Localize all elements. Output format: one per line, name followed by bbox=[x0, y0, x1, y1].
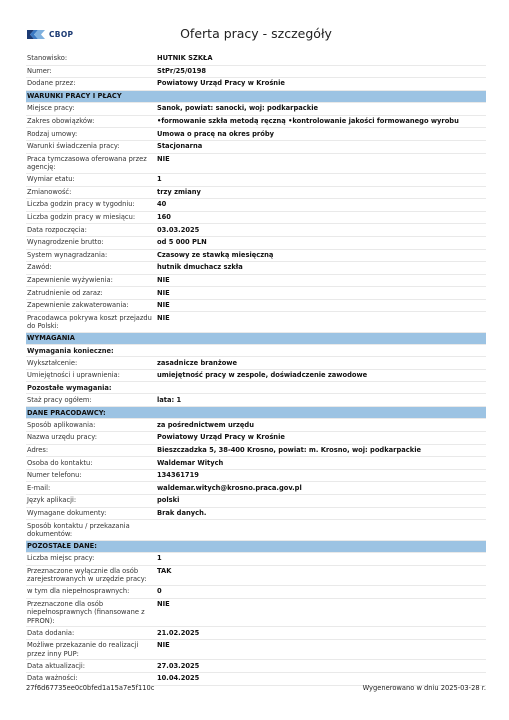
field-value: Waldemar Witych bbox=[157, 458, 224, 467]
field-value: Powiatowy Urząd Pracy w Krośnie bbox=[157, 433, 285, 442]
field-value: TAK bbox=[157, 566, 172, 575]
field-value: 27.03.2025 bbox=[157, 661, 200, 670]
section-header-requirements: WYMAGANIA bbox=[26, 333, 486, 345]
employer-rows bbox=[26, 419, 486, 540]
field-label: Zapewnienie zakwaterowania: bbox=[27, 301, 129, 310]
field-label: Sposób aplikowania: bbox=[27, 420, 96, 429]
field-value: •formowanie szkła metodą ręczną •kontrolowanie jakości formowanego wyrobu bbox=[157, 117, 459, 126]
field-value: lata: 1 bbox=[157, 395, 182, 404]
field-row bbox=[26, 103, 486, 116]
field-row bbox=[26, 627, 486, 640]
field-row bbox=[26, 250, 486, 263]
logo-text: CBOP bbox=[49, 30, 74, 39]
offer-details bbox=[26, 53, 486, 686]
generated-date: Wygenerowano w dniu 2025-03-28 r. bbox=[362, 684, 486, 692]
field-value: NIE bbox=[157, 599, 170, 608]
field-row bbox=[26, 419, 486, 432]
field-row bbox=[26, 586, 486, 599]
field-label: Rodzaj umowy: bbox=[27, 129, 78, 138]
field-row bbox=[26, 224, 486, 237]
field-label: w tym dla niepełnosprawnych: bbox=[27, 587, 130, 596]
field-row bbox=[26, 470, 486, 483]
field-label: Numer telefonu: bbox=[27, 471, 82, 480]
field-value: Stacjonarna bbox=[157, 142, 203, 151]
field-row bbox=[26, 262, 486, 275]
field-row bbox=[26, 287, 486, 300]
field-value: 0 bbox=[157, 587, 162, 596]
field-label: Przeznaczone wyłącznie dla osób zarejestrowanych w urzędzie pracy: bbox=[27, 566, 147, 584]
field-row bbox=[26, 482, 486, 495]
top-rows bbox=[26, 53, 486, 91]
field-value: 21.02.2025 bbox=[157, 628, 200, 637]
field-row bbox=[26, 457, 486, 470]
field-label: Data aktualizacji: bbox=[27, 661, 85, 670]
field-label: Sposób kontaktu / przekazania dokumentów: bbox=[27, 521, 130, 538]
field-row bbox=[26, 212, 486, 225]
field-label: Miejsce pracy: bbox=[27, 104, 75, 113]
field-value: Umowa o pracę na okres próby bbox=[157, 129, 274, 138]
field-value bbox=[157, 520, 486, 523]
field-value: 1 bbox=[157, 175, 162, 184]
field-row bbox=[26, 78, 486, 91]
field-value: waldemar.witych@krosno.praca.gov.pl bbox=[157, 483, 302, 492]
field-row bbox=[26, 237, 486, 250]
field-label: Wykształcenie: bbox=[27, 358, 78, 367]
field-row bbox=[26, 312, 486, 332]
field-row bbox=[26, 174, 486, 187]
field-label: Numer: bbox=[27, 66, 52, 75]
field-row bbox=[26, 432, 486, 445]
field-value: Sanok, powiat: sanocki, woj: podkarpackie bbox=[157, 104, 319, 113]
field-value: NIE bbox=[157, 288, 170, 297]
section-header-employer: DANE PRACODAWCY: bbox=[26, 407, 486, 419]
field-label: Przeznaczone dla osób niepełnosprawnych (finansowane z PFRON): bbox=[27, 599, 145, 625]
field-label: Warunki świadczenia pracy: bbox=[27, 142, 120, 151]
field-row bbox=[26, 495, 486, 508]
field-label: Liczba miejsc pracy: bbox=[27, 554, 95, 563]
field-label: Język aplikacji: bbox=[27, 496, 77, 505]
field-label: Stanowisko: bbox=[27, 54, 68, 63]
field-value: 134361719 bbox=[157, 471, 199, 480]
page-header bbox=[26, 26, 486, 48]
field-value: HUTNIK SZKŁA bbox=[157, 54, 213, 63]
field-value: NIE bbox=[157, 276, 170, 284]
field-row bbox=[26, 520, 486, 540]
field-value: Bieszczadzka 5, 38-400 Krosno, powiat: m. Krosno, woj: podkarpackie bbox=[157, 445, 422, 454]
field-label: Zmianowość: bbox=[27, 187, 72, 196]
field-row bbox=[26, 566, 486, 586]
field-label: Praca tymczasowa oferowana przez agencję: bbox=[27, 154, 147, 172]
field-row bbox=[26, 599, 486, 628]
field-value: StPr/25/0198 bbox=[157, 66, 207, 75]
field-label: Dodane przez: bbox=[27, 79, 76, 88]
field-row bbox=[26, 116, 486, 129]
field-value: NIE bbox=[157, 313, 170, 322]
other-requirements-subheader: Pozostałe wymagania: bbox=[26, 382, 486, 394]
field-value: umiejętność pracy w zespole, doświadczenie zawodowe bbox=[157, 371, 368, 380]
field-row bbox=[26, 394, 486, 407]
field-row bbox=[26, 370, 486, 383]
required-subheader: Wymagania konieczne: bbox=[26, 345, 486, 357]
field-value: 10.04.2025 bbox=[157, 674, 200, 683]
field-label: Umiejętności i uprawnienia: bbox=[27, 371, 120, 380]
field-label: Nazwa urzędu pracy: bbox=[27, 433, 98, 442]
required-rows bbox=[26, 357, 486, 382]
field-label: Wynagrodzenie brutto: bbox=[27, 238, 104, 247]
other-requirements-rows bbox=[26, 394, 486, 407]
field-row bbox=[26, 300, 486, 313]
field-row bbox=[26, 660, 486, 673]
section-header-other: POZOSTAŁE DANE: bbox=[26, 541, 486, 553]
section-header-conditions: WARUNKI PRACY I PŁACY bbox=[26, 91, 486, 103]
field-value: NIE bbox=[157, 301, 170, 310]
field-row bbox=[26, 53, 486, 66]
field-label: Zapewnienie wyżywienia: bbox=[27, 276, 113, 284]
field-row bbox=[26, 141, 486, 154]
field-value: polski bbox=[157, 496, 180, 505]
field-value: NIE bbox=[157, 641, 170, 650]
field-value: trzy zmiany bbox=[157, 187, 201, 196]
field-value: hutnik dmuchacz szkła bbox=[157, 263, 243, 272]
field-row bbox=[26, 128, 486, 141]
field-row bbox=[26, 66, 486, 79]
field-row bbox=[26, 553, 486, 566]
field-value: 1 bbox=[157, 554, 162, 563]
field-row bbox=[26, 640, 486, 660]
document-hash: 27f6d67735ee0c0bfed1a15a7e5f110c bbox=[26, 684, 155, 692]
field-row bbox=[26, 275, 486, 288]
field-row bbox=[26, 199, 486, 212]
field-label: E-mail: bbox=[27, 483, 51, 492]
field-value: 40 bbox=[157, 200, 167, 209]
field-value: Czasowy ze stawką miesięczną bbox=[157, 250, 274, 259]
field-label: Liczba godzin pracy w miesiącu: bbox=[27, 213, 136, 222]
field-row bbox=[26, 187, 486, 200]
field-row bbox=[26, 357, 486, 370]
field-row bbox=[26, 445, 486, 458]
field-label: Data rozpoczęcia: bbox=[27, 225, 87, 234]
field-row bbox=[26, 154, 486, 174]
field-label: Możliwe przekazanie do realizacji przez inny PUP: bbox=[27, 641, 139, 658]
field-label: System wynagradzania: bbox=[27, 250, 108, 259]
field-label: Adres: bbox=[27, 445, 49, 454]
field-label: Data dodania: bbox=[27, 628, 75, 637]
field-label: Zakres obowiązków: bbox=[27, 117, 95, 126]
field-label: Wymagane dokumenty: bbox=[27, 508, 107, 517]
field-label: Wymiar etatu: bbox=[27, 175, 75, 184]
field-value: 03.03.2025 bbox=[157, 225, 200, 234]
field-value: 160 bbox=[157, 213, 171, 222]
field-label: Zawód: bbox=[27, 263, 52, 272]
field-label: Staż pracy ogółem: bbox=[27, 395, 92, 404]
field-value: NIE bbox=[157, 154, 170, 163]
field-value: zasadnicze branżowe bbox=[157, 358, 238, 367]
field-value: za pośrednictwem urzędu bbox=[157, 420, 254, 429]
field-label: Zatrudnienie od zaraz: bbox=[27, 288, 103, 297]
field-label: Liczba godzin pracy w tygodniu: bbox=[27, 200, 135, 209]
other-data-rows bbox=[26, 553, 486, 686]
field-label: Osoba do kontaktu: bbox=[27, 458, 93, 467]
field-value: od 5 000 PLN bbox=[157, 238, 207, 247]
page-title: Oferta pracy - szczegóły bbox=[180, 26, 332, 41]
conditions-rows bbox=[26, 103, 486, 333]
field-label: Pracodawca pokrywa koszt przejazdu do Polski: bbox=[27, 313, 152, 331]
field-label: Data ważności: bbox=[27, 674, 78, 683]
field-row bbox=[26, 508, 486, 521]
field-value: Powiatowy Urząd Pracy w Krośnie bbox=[157, 79, 285, 88]
field-value: Brak danych. bbox=[157, 508, 207, 517]
